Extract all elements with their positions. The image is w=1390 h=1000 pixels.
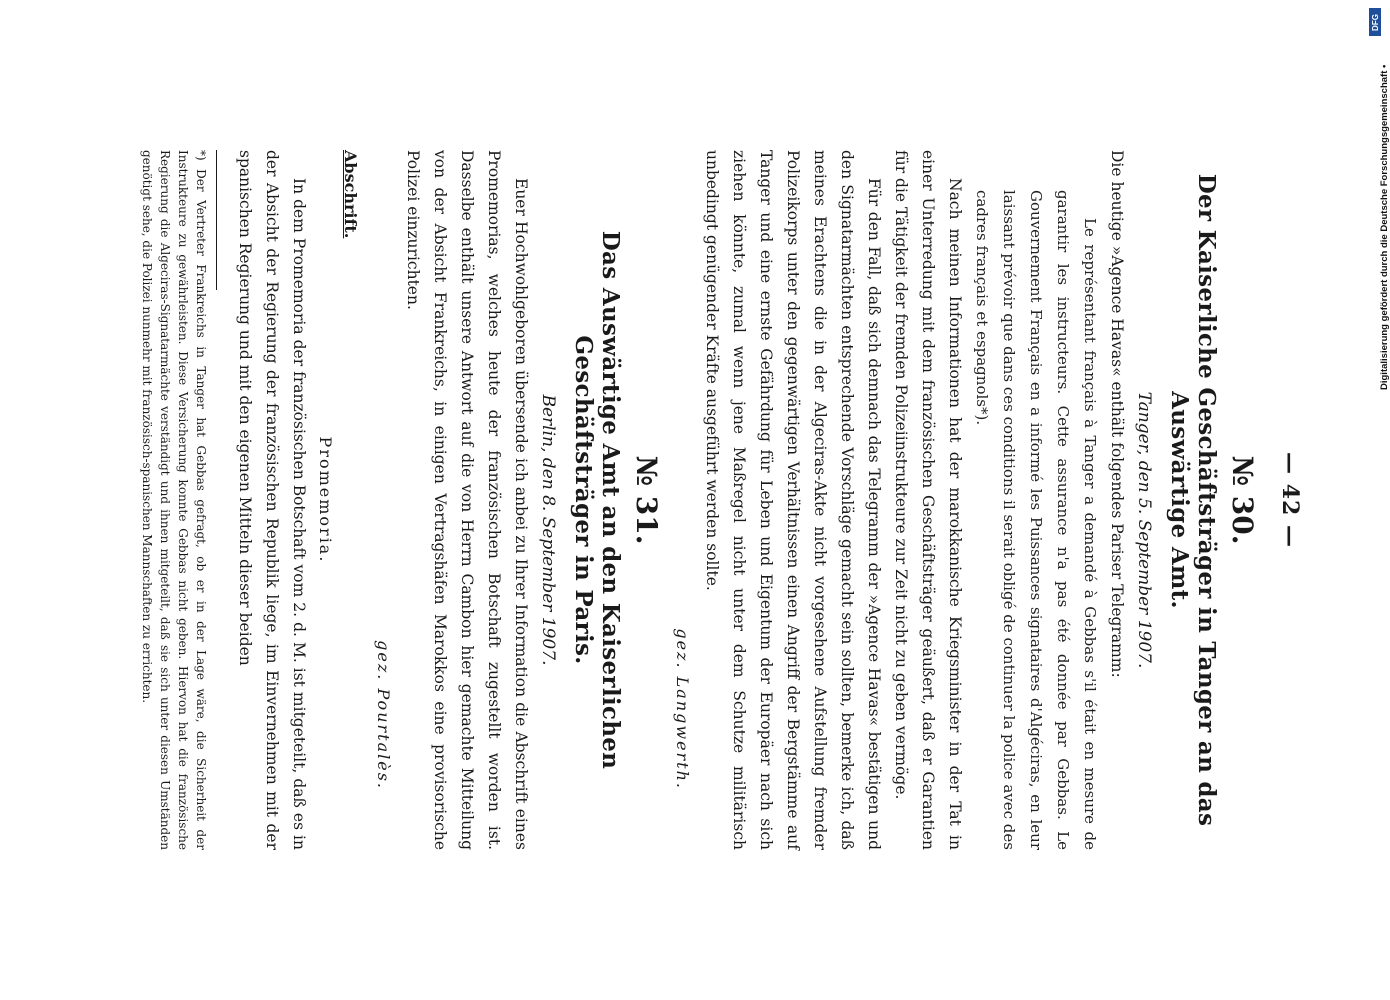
document-31-body: Euer Hochwohlgeboren übersende ich anbei zu Ihrer Information die Abschrift eines Promemorias, welches heute der französischen Botschaft zugestellt worden ist. Dasselbe enthält unsere Antwort auf die von Herrn Cambon hier gemachte Mitteilung von der Absicht Frankreichs, in einigen Vertragshäfen Marokkos eine provisorische Polizei einzurichten. [404, 150, 530, 850]
document-30-paragraph-1: Nach meinen Informationen hat der marokkanische Kriegsminister in der Tat in einer Unterredung mit dem französischen Geschäftsträger geäußert, daß er Garantien für die Tätigkeit der fremden Polizeiinstrukteure zur Zeit nicht zu geben vermöge. [892, 150, 964, 850]
dfg-logo-text: DFG [1370, 13, 1380, 31]
abschrift-label: Abschrift. [341, 150, 360, 239]
document-31-dateline: Berlin, den 8. September 1907. [538, 394, 558, 666]
document-31-signature: gez. Pourtalès. [374, 640, 393, 790]
document-30-signature: gez. Langwerth. [673, 628, 692, 790]
document-30-french-telegram: Le représentant français à Tanger a demandé à Gebbas s'il était en mesure de garantir les instructeurs. Cette assurance n'a pas été donnée par Gebbas. Le Gouvernement Français en a informé les Puissances signataires d'Algéciras, en leur laissant prévoir que dans ces conditions il serait obligé de continuer la police avec des cadres français et espagnols*). [973, 190, 1099, 850]
document-30-number: № 30. [1226, 455, 1259, 545]
document-31-heading: Das Auswärtige Amt an den Kaiserlichen Geschäftsträger in Paris. [570, 230, 624, 770]
digitization-credit-text: Digitalisierung gefördert durch die Deutsche Forschungsgemeinschaft • [1379, 64, 1390, 390]
promemoria-title: Promemoria. [316, 436, 335, 564]
document-30-intro: Die heutige »Agence Havas« enthält folgendes Pariser Telegramm: [1108, 150, 1126, 678]
page-content [138, 150, 1303, 850]
promemoria-body: In dem Promemoria der französischen Botschaft vom 2. d. M. ist mitgeteilt, daß es in der Absicht der Regierung der französischen Republik liege, im Einvernehmen mit der spanischen Regierung und mit den eigenen Mitteln dieser beiden [236, 150, 308, 850]
document-31 [231, 150, 663, 850]
document-30-heading: Der Kaiserliche Geschäftsträger in Tanger an das Auswärtige Amt. [1166, 173, 1220, 827]
digitization-credit [1368, 10, 1390, 390]
footnote: *) Der Vertreter Frankreichs in Tanger hat Gebbas gefragt, ob er in der Lage wäre, die Sicherheit der Instrukteure zu gewährleisten. Diese Versicherung konnte Gebbas nicht geben. Hiervon hat die französische Regierung die Algeciras-Signatarmächte verständigt und ihnen mitgeteilt, daß sie sich unter diesen Umständen genötigt sehe, die Polizei nunmehr mit französisch-spanischen Mannschaften zu errichten. [140, 150, 208, 850]
footnote-divider [216, 150, 217, 290]
document-30 [673, 150, 1259, 850]
document-30-dateline: Tanger, den 5. September 1907. [1134, 391, 1154, 669]
document-30-paragraph-2: Für den Fall, daß sich demnach das Telegramm der »Agence Havas« bestätigen und den Signatarmächten entsprechende Vorschläge gemacht sein sollten, bemerke ich, daß meines Erachtens die in der Algeciras-Akte nicht vorgesehene Aufstellung fremder Polizeikorps unter den gegenwärtigen Verhältnissen einen Angriff der Bergstämme auf Tanger und eine ernste Gefährdung für Leben und Eigentum der Europäer nach sich ziehen könnte, zumal wenn jene Maßregel nicht unter dem Schutze militärisch unbedingt genügender Kräfte ausgeführt werden sollte. [703, 150, 883, 850]
page-number: — 42 — [1277, 452, 1303, 548]
document-31-number: № 31. [630, 455, 663, 545]
